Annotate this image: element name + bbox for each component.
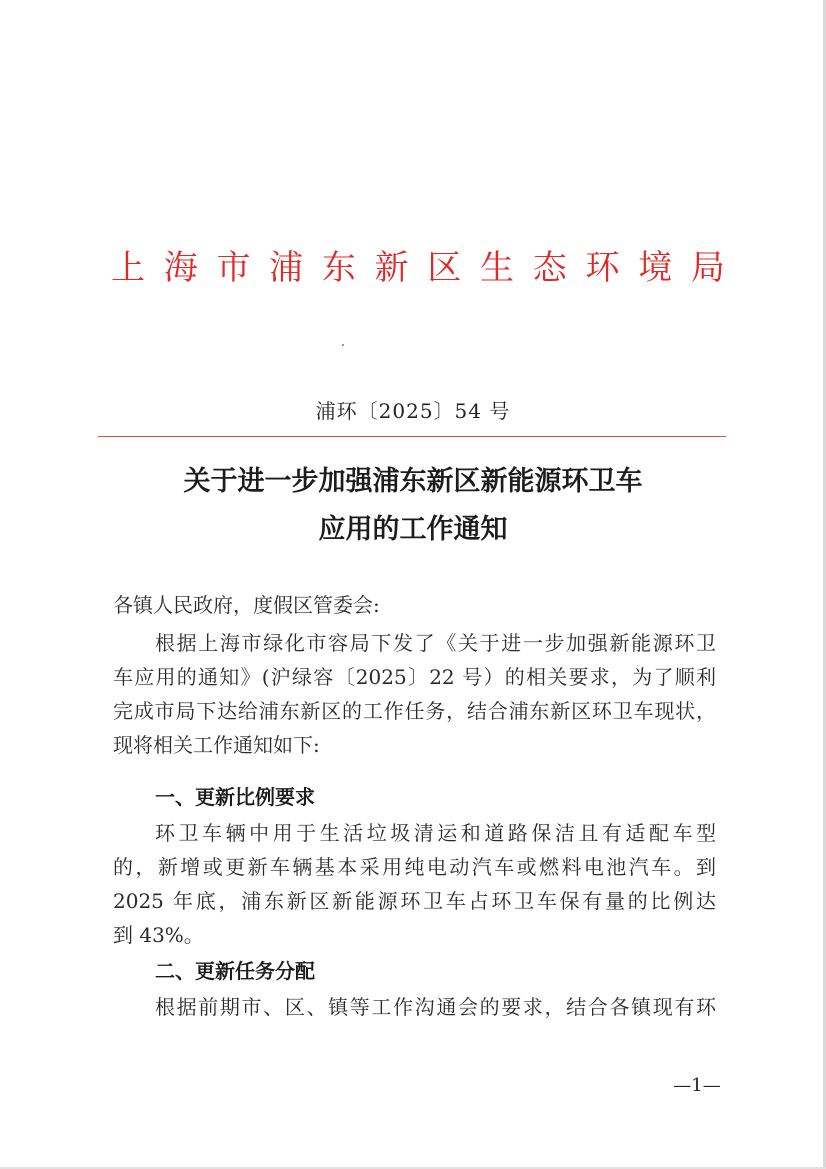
masthead xyxy=(108,238,728,298)
paragraph-line: 根据前期市、区、镇等工作沟通会的要求，结合各镇现有环 xyxy=(155,995,716,1019)
document-number: 浦环〔2025〕54 号 xyxy=(315,399,511,423)
masthead-char: 局 xyxy=(690,248,725,288)
page-number: —1— xyxy=(673,1075,721,1096)
section-1-paragraph xyxy=(113,816,716,952)
title-line-1: 关于进一步加强浦东新区新能源环卫车 xyxy=(183,466,643,497)
salutation-line: 各镇人民政府，度假区管委会: xyxy=(113,593,380,617)
paragraph-line: 到 43%。 xyxy=(113,923,204,947)
masthead-char: 市 xyxy=(216,248,251,288)
section-1-heading: 一、更新比例要求 xyxy=(155,785,315,809)
masthead-char: 浦 xyxy=(269,248,304,288)
paragraph-line: 现将相关工作通知如下: xyxy=(113,733,320,757)
paragraph-line: 的，新增或更新车辆基本采用纯电动汽车或燃料电池汽车。到 xyxy=(113,855,716,879)
section-2-heading: 二、更新任务分配 xyxy=(155,959,315,983)
paragraph-line: 根据上海市绿化市容局下发了《关于进一步加强新能源环卫 xyxy=(155,631,716,655)
intro-paragraph xyxy=(113,626,716,762)
paragraph-line: 环卫车辆中用于生活垃圾清运和道路保洁且有适配车型 xyxy=(155,821,716,845)
masthead-char: 上 xyxy=(111,248,145,288)
salutation xyxy=(113,588,716,622)
title-line-2: 应用的工作通知 xyxy=(318,514,508,545)
paragraph-line: 车应用的通知》(沪绿容〔2025〕22 号）的相关要求，为了顺利 xyxy=(113,665,716,689)
paragraph-line: 2025 年底，浦东新区新能源环卫车占环卫车保有量的比例达 xyxy=(113,889,716,913)
section-2-paragraph xyxy=(113,990,716,1024)
document-title xyxy=(0,458,826,554)
masthead-char: 东 xyxy=(321,248,356,288)
paragraph-line: 完成市局下达给浦东新区的工作任务，结合浦东新区环卫车现状， xyxy=(113,699,716,723)
masthead-char: 海 xyxy=(163,248,198,288)
masthead-char: 新 xyxy=(374,248,409,288)
masthead-char: 生 xyxy=(480,248,515,288)
masthead-char: 区 xyxy=(427,248,462,288)
scan-speck xyxy=(342,344,344,346)
masthead-char: 境 xyxy=(638,248,673,288)
masthead-char: 态 xyxy=(532,248,567,288)
red-separator-rule xyxy=(98,436,726,437)
masthead-char: 环 xyxy=(585,248,620,288)
